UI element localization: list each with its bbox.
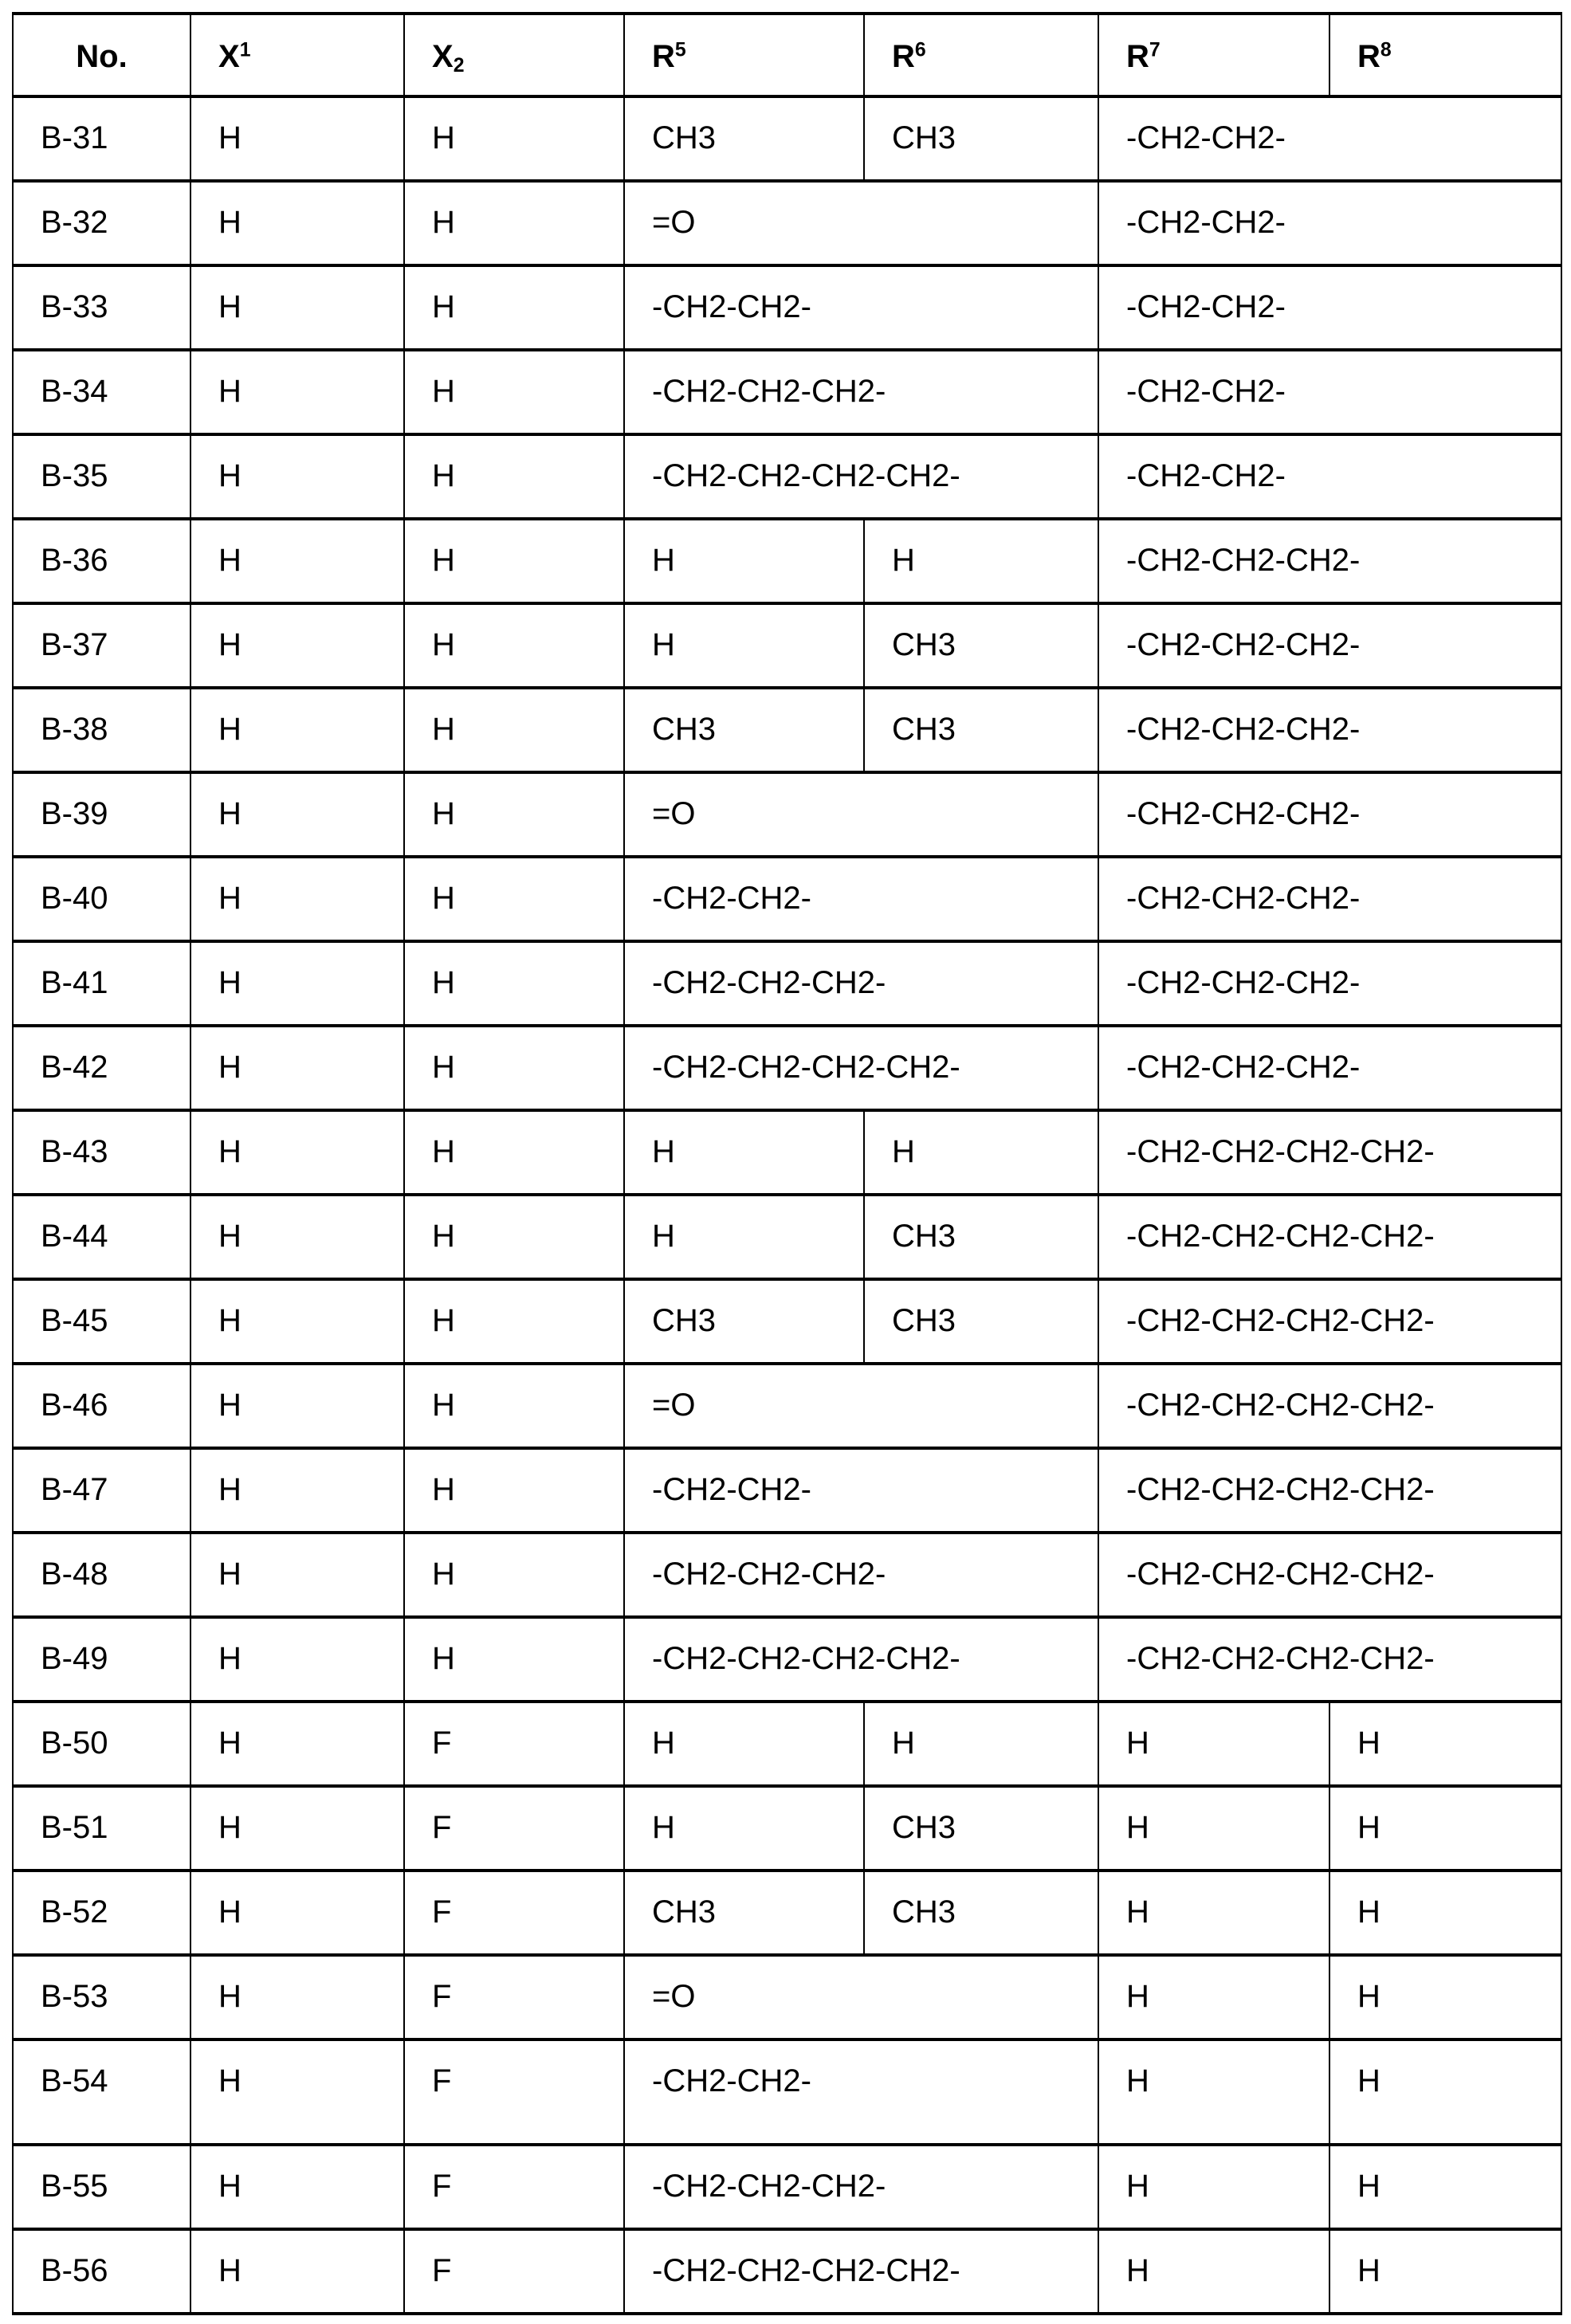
cell-r8: H [1329, 1955, 1561, 2039]
column-header-x2 [404, 14, 624, 96]
cell-x2: F [404, 2145, 624, 2229]
cell-no: B-44 [13, 1195, 190, 1279]
cell-r78: -CH2-CH2- [1098, 265, 1561, 350]
header-superscript: 8 [1381, 39, 1392, 61]
cell-x1: H [190, 181, 404, 265]
cell-x1: H [190, 1195, 404, 1279]
cell-x1: H [190, 1786, 404, 1871]
cell-x1: H [190, 1702, 404, 1786]
table-row [13, 265, 1561, 350]
cell-no: B-40 [13, 857, 190, 941]
cell-r56: -CH2-CH2-CH2-CH2- [624, 434, 1098, 519]
cell-x1: H [190, 1617, 404, 1702]
cell-r56: -CH2-CH2- [624, 857, 1098, 941]
table-row [13, 1533, 1561, 1617]
cell-r78: -CH2-CH2-CH2-CH2- [1098, 1195, 1561, 1279]
cell-r6: CH3 [864, 1279, 1098, 1364]
cell-r5: H [624, 1702, 864, 1786]
cell-x1: H [190, 1871, 404, 1955]
cell-r56: =O [624, 1955, 1098, 2039]
cell-x2: H [404, 688, 624, 772]
header-superscript: 7 [1149, 39, 1161, 61]
cell-r5: CH3 [624, 1871, 864, 1955]
cell-r8: H [1329, 2229, 1561, 2314]
header-label: No. [76, 39, 127, 74]
cell-x2: F [404, 2039, 624, 2145]
header-label: X [432, 39, 454, 74]
cell-r6: CH3 [864, 1195, 1098, 1279]
cell-x1: H [190, 434, 404, 519]
cell-x2: H [404, 941, 624, 1026]
cell-no: B-34 [13, 350, 190, 434]
cell-r5: CH3 [624, 688, 864, 772]
cell-x1: H [190, 2145, 404, 2229]
cell-no: B-54 [13, 2039, 190, 2145]
header-superscript: 1 [240, 39, 251, 61]
cell-x2: H [404, 96, 624, 181]
cell-no: B-35 [13, 434, 190, 519]
cell-no: B-37 [13, 603, 190, 688]
cell-no: B-32 [13, 181, 190, 265]
column-header-x1 [190, 14, 404, 96]
table-row [13, 1279, 1561, 1364]
cell-r5: H [624, 603, 864, 688]
cell-x1: H [190, 1955, 404, 2039]
table-row [13, 2229, 1561, 2314]
table-row [13, 603, 1561, 688]
table-row [13, 181, 1561, 265]
cell-r6: H [864, 519, 1098, 603]
cell-r56: -CH2-CH2- [624, 265, 1098, 350]
cell-x1: H [190, 857, 404, 941]
cell-r56: -CH2-CH2-CH2- [624, 1533, 1098, 1617]
cell-x1: H [190, 603, 404, 688]
cell-r78: -CH2-CH2-CH2- [1098, 1026, 1561, 1110]
cell-x2: H [404, 1026, 624, 1110]
cell-r78: -CH2-CH2-CH2-CH2- [1098, 1279, 1561, 1364]
cell-x2: F [404, 1702, 624, 1786]
cell-x2: H [404, 1364, 624, 1448]
table-row [13, 688, 1561, 772]
table-row [13, 1955, 1561, 2039]
cell-x2: F [404, 1786, 624, 1871]
cell-no: B-48 [13, 1533, 190, 1617]
cell-x2: H [404, 857, 624, 941]
cell-r6: CH3 [864, 1786, 1098, 1871]
table-row [13, 519, 1561, 603]
table-row [13, 1195, 1561, 1279]
cell-x2: H [404, 603, 624, 688]
cell-r5: H [624, 1195, 864, 1279]
cell-x2: F [404, 1955, 624, 2039]
cell-x2: H [404, 1533, 624, 1617]
cell-r8: H [1329, 1702, 1561, 1786]
cell-r7: H [1098, 1786, 1329, 1871]
cell-r56: -CH2-CH2-CH2- [624, 350, 1098, 434]
cell-r78: -CH2-CH2-CH2-CH2- [1098, 1617, 1561, 1702]
table-row [13, 1871, 1561, 1955]
cell-r6: H [864, 1702, 1098, 1786]
cell-r7: H [1098, 2039, 1329, 2145]
cell-r8: H [1329, 2145, 1561, 2229]
cell-x1: H [190, 1533, 404, 1617]
cell-x2: H [404, 350, 624, 434]
cell-no: B-43 [13, 1110, 190, 1195]
cell-r5: H [624, 1786, 864, 1871]
cell-r5: CH3 [624, 96, 864, 181]
cell-x1: H [190, 772, 404, 857]
cell-x1: H [190, 1364, 404, 1448]
cell-x2: H [404, 265, 624, 350]
cell-x1: H [190, 519, 404, 603]
table-row [13, 1364, 1561, 1448]
cell-no: B-51 [13, 1786, 190, 1871]
cell-x1: H [190, 350, 404, 434]
cell-r78: -CH2-CH2-CH2- [1098, 603, 1561, 688]
cell-no: B-42 [13, 1026, 190, 1110]
cell-x1: H [190, 265, 404, 350]
cell-x1: H [190, 1448, 404, 1533]
cell-x2: F [404, 2229, 624, 2314]
table-row [13, 1026, 1561, 1110]
cell-no: B-53 [13, 1955, 190, 2039]
cell-no: B-55 [13, 2145, 190, 2229]
cell-x1: H [190, 2229, 404, 2314]
table-row [13, 434, 1561, 519]
cell-x1: H [190, 1279, 404, 1364]
cell-r7: H [1098, 1702, 1329, 1786]
cell-r78: -CH2-CH2-CH2-CH2- [1098, 1448, 1561, 1533]
table-row [13, 96, 1561, 181]
cell-r78: -CH2-CH2-CH2- [1098, 519, 1561, 603]
cell-no: B-31 [13, 96, 190, 181]
cell-r8: H [1329, 2039, 1561, 2145]
cell-r6: CH3 [864, 1871, 1098, 1955]
cell-r6: H [864, 1110, 1098, 1195]
cell-x2: F [404, 1871, 624, 1955]
cell-r8: H [1329, 1786, 1561, 1871]
header-label: R [1357, 39, 1381, 74]
cell-x2: H [404, 772, 624, 857]
cell-x1: H [190, 1110, 404, 1195]
cell-r56: =O [624, 181, 1098, 265]
cell-x2: H [404, 181, 624, 265]
cell-r78: -CH2-CH2- [1098, 350, 1561, 434]
table-row [13, 2145, 1561, 2229]
cell-r6: CH3 [864, 603, 1098, 688]
cell-r78: -CH2-CH2-CH2-CH2- [1098, 1533, 1561, 1617]
cell-r56: -CH2-CH2- [624, 1448, 1098, 1533]
cell-r56: -CH2-CH2- [624, 2039, 1098, 2145]
cell-r56: -CH2-CH2-CH2-CH2- [624, 2229, 1098, 2314]
cell-no: B-50 [13, 1702, 190, 1786]
cell-x1: H [190, 688, 404, 772]
cell-no: B-33 [13, 265, 190, 350]
table-row [13, 2039, 1561, 2145]
cell-no: B-46 [13, 1364, 190, 1448]
cell-r78: -CH2-CH2- [1098, 181, 1561, 265]
cell-x2: H [404, 1617, 624, 1702]
column-header-r7 [1098, 14, 1329, 96]
table-row [13, 1702, 1561, 1786]
cell-x1: H [190, 941, 404, 1026]
cell-r78: -CH2-CH2-CH2- [1098, 941, 1561, 1026]
cell-r56: -CH2-CH2-CH2-CH2- [624, 1617, 1098, 1702]
cell-x2: H [404, 1110, 624, 1195]
table-row [13, 1617, 1561, 1702]
cell-r56: =O [624, 1364, 1098, 1448]
cell-x1: H [190, 2039, 404, 2145]
cell-r78: -CH2-CH2- [1098, 434, 1561, 519]
cell-r7: H [1098, 2145, 1329, 2229]
cell-r7: H [1098, 1955, 1329, 2039]
cell-r56: -CH2-CH2-CH2- [624, 941, 1098, 1026]
cell-r56: -CH2-CH2-CH2- [624, 2145, 1098, 2229]
cell-no: B-47 [13, 1448, 190, 1533]
table-row [13, 941, 1561, 1026]
cell-r7: H [1098, 2229, 1329, 2314]
cell-r78: -CH2-CH2-CH2- [1098, 857, 1561, 941]
cell-r78: -CH2-CH2-CH2-CH2- [1098, 1110, 1561, 1195]
cell-no: B-36 [13, 519, 190, 603]
cell-r5: H [624, 519, 864, 603]
header-row [13, 14, 1561, 96]
header-label: R [1126, 39, 1149, 74]
cell-r78: -CH2-CH2-CH2-CH2- [1098, 1364, 1561, 1448]
cell-r5: H [624, 1110, 864, 1195]
compound-table [12, 12, 1562, 2315]
cell-r6: CH3 [864, 688, 1098, 772]
header-subscript: 2 [454, 55, 465, 77]
cell-r56: =O [624, 772, 1098, 857]
column-header-r8 [1329, 14, 1561, 96]
header-label: R [652, 39, 675, 74]
header-label: X [218, 39, 240, 74]
cell-r6: CH3 [864, 96, 1098, 181]
cell-x2: H [404, 1448, 624, 1533]
cell-r78: -CH2-CH2-CH2- [1098, 688, 1561, 772]
header-superscript: 5 [675, 39, 686, 61]
header-label: R [892, 39, 915, 74]
table-row [13, 857, 1561, 941]
cell-r8: H [1329, 1871, 1561, 1955]
cell-no: B-45 [13, 1279, 190, 1364]
cell-x2: H [404, 1195, 624, 1279]
cell-no: B-56 [13, 2229, 190, 2314]
column-header-no [13, 14, 190, 96]
cell-x1: H [190, 1026, 404, 1110]
header-superscript: 6 [915, 39, 926, 61]
cell-r5: CH3 [624, 1279, 864, 1364]
cell-r56: -CH2-CH2-CH2-CH2- [624, 1026, 1098, 1110]
cell-no: B-38 [13, 688, 190, 772]
column-header-r5 [624, 14, 864, 96]
cell-x1: H [190, 96, 404, 181]
cell-x2: H [404, 434, 624, 519]
cell-r78: -CH2-CH2-CH2- [1098, 772, 1561, 857]
table-row [13, 772, 1561, 857]
cell-x2: H [404, 519, 624, 603]
cell-no: B-49 [13, 1617, 190, 1702]
cell-no: B-52 [13, 1871, 190, 1955]
cell-r7: H [1098, 1871, 1329, 1955]
column-header-r6 [864, 14, 1098, 96]
cell-r78: -CH2-CH2- [1098, 96, 1561, 181]
table-row [13, 1786, 1561, 1871]
table-row [13, 350, 1561, 434]
table-row [13, 1448, 1561, 1533]
table-row [13, 1110, 1561, 1195]
cell-x2: H [404, 1279, 624, 1364]
cell-no: B-41 [13, 941, 190, 1026]
cell-no: B-39 [13, 772, 190, 857]
